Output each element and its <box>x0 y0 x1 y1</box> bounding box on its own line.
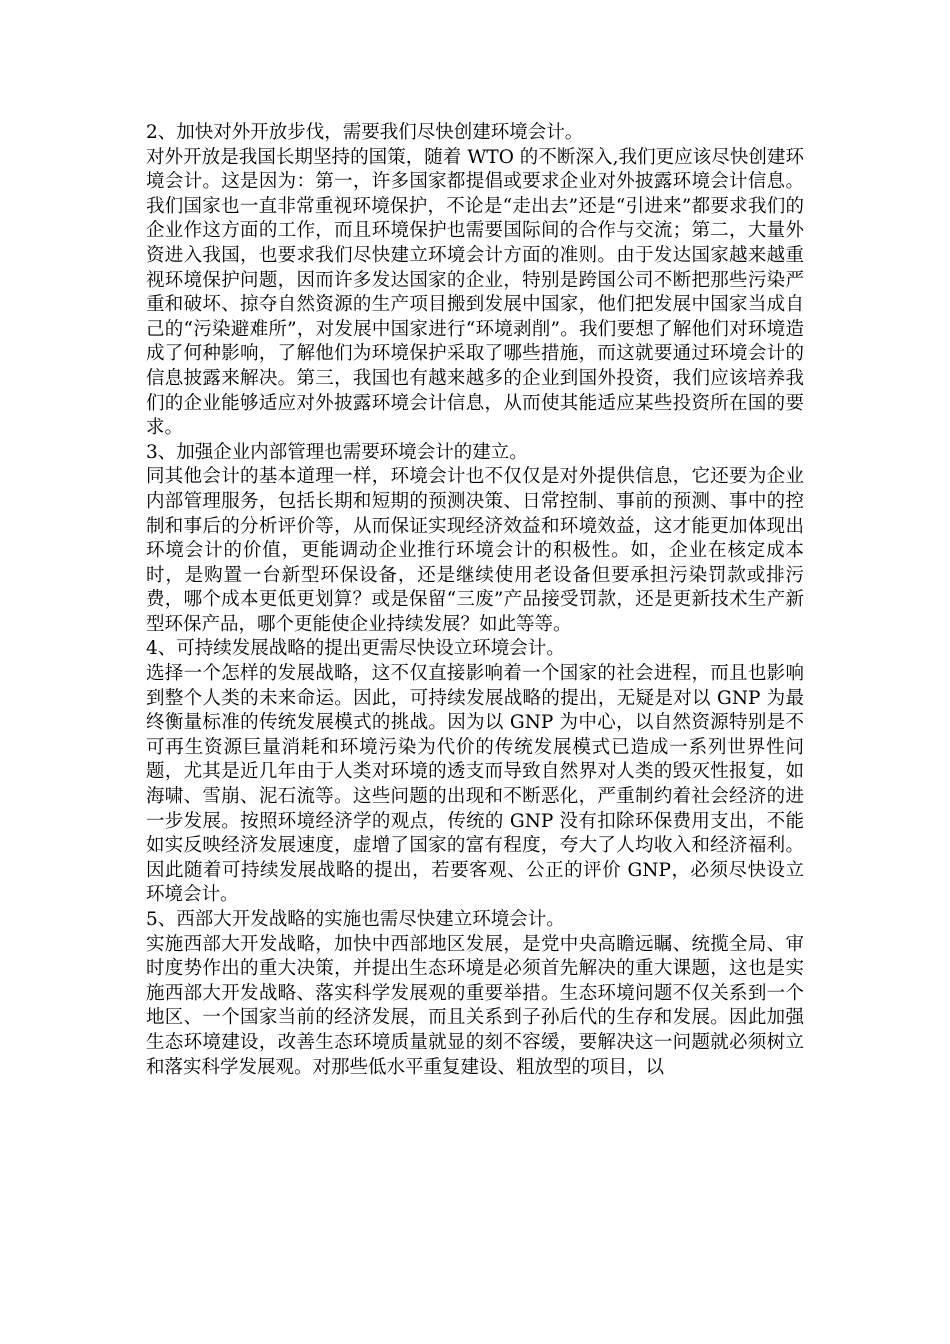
section-5-body: 实施西部大开发战略，加快中西部地区发展，是党中央高瞻远瞩、统揽全局、审时度势作出的重大决策，并提出生态环境是必须首先解决的重大课题，这也是实施西部大开发战略、落实科学发展观的重要举措。生态环境问题不仅关系到一个地区、一个国家当前的经济发展，而且关系到子孙后代的生存和发展。因此加强生态环境建设，改善生态环境质量就显的刻不容缓，要解决这一问题就必须树立和落实科学发展观。对那些低水平重复建设、粗放型的项目，以 <box>146 933 804 1078</box>
section-5-heading: 5、西部大开发战略的实施也需尽快建立环境会计。 <box>146 909 565 930</box>
section-3-heading: 3、加强企业内部管理也需要环境会计的建立。 <box>146 441 528 463</box>
section-4-body: 选择一个怎样的发展战略，这不仅直接影响着一个国家的社会进程，而且也影响到整个人类的未来命运。因此，可持续发展战略的提出，无疑是对以 GNP 为最终衡量标准的传统发展模式的挑战。因为以 GNP 为中心，以自然资源特别是不可再生资源巨量消耗和环境污染为代价的传统发展模式已造成一系列世界性问题，尤其是近几年由于人类对环境的透支而导致自然界对人类的毁灭性报复，如海啸、雪崩、泥石流等。这些问题的出现和不断恶化，严重制约着社会经济的进一步发展。按照环境经济学的观点，传统的 GNP 没有扣除环保费用支出，不能如实反映经济发展速度，虚增了国家的富有程度，夸大了人均收入和经济福利。因此随着可持续发展战略的提出，若要客观、公正的评价 GNP，必须尽快设立环境会计。 <box>146 663 804 906</box>
section-4-heading: 4、可持续发展战略的提出更需尽快设立环境会计。 <box>146 638 565 660</box>
section-2-body: 对外开放是我国长期坚持的国策，随着 WTO 的不断深入,我们更应该尽快创建环境会计。这是因为：第一，许多国家都提倡或要求企业对外披露环境会计信息。我们国家也一直非常重视环境保护，不论是“走出去”还是“引进来”都要求我们的企业作这方面的工作，而且环境保护也需要国际间的合作与交流；第二，大量外资进入我国，也要求我们尽快建立环境会计方面的准则。由于发达国家越来越重视环境保护问题，因而许多发达国家的企业，特别是跨国公司不断把那些污染严重和破坏、掠夺自然资源的生产项目搬到发展中国家，他们把发展中国家当成自己的“污染避难所”，对发展中国家进行“环境剥削”。我们要想了解他们对环境造成了何种影响，了解他们为环境保护采取了哪些措施，而这就要通过环境会计的信息披露来解决。第三，我国也有越来越多的企业到国外投资，我们应该培养我们的企业能够适应对外披露环境会计信息，从而使其能适应某些投资所在国的要求。 <box>146 146 804 439</box>
section-2-heading: 2、加快对外开放步伐，需要我们尽快创建环境会计。 <box>146 122 584 143</box>
section-3-body: 同其他会计的基本道理一样，环境会计也不仅仅是对外提供信息，它还要为企业内部管理服务，包括长期和短期的预测决策、日常控制、事前的预测、事中的控制和事后的分析评价等，从而保证实现经济效益和环境效益，这才能更加体现出环境会计的价值，更能调动企业推行环境会计的积极性。如，企业在核定成本时，是购置一台新型环保设备，还是继续使用老设备但要承担污染罚款或排污费，哪个成本更低更划算？或是保留“三废”产品接受罚款，还是更新技术生产新型环保产品，哪个更能使企业持续发展？如此等等。 <box>146 466 804 635</box>
document-page <box>146 121 804 1080</box>
